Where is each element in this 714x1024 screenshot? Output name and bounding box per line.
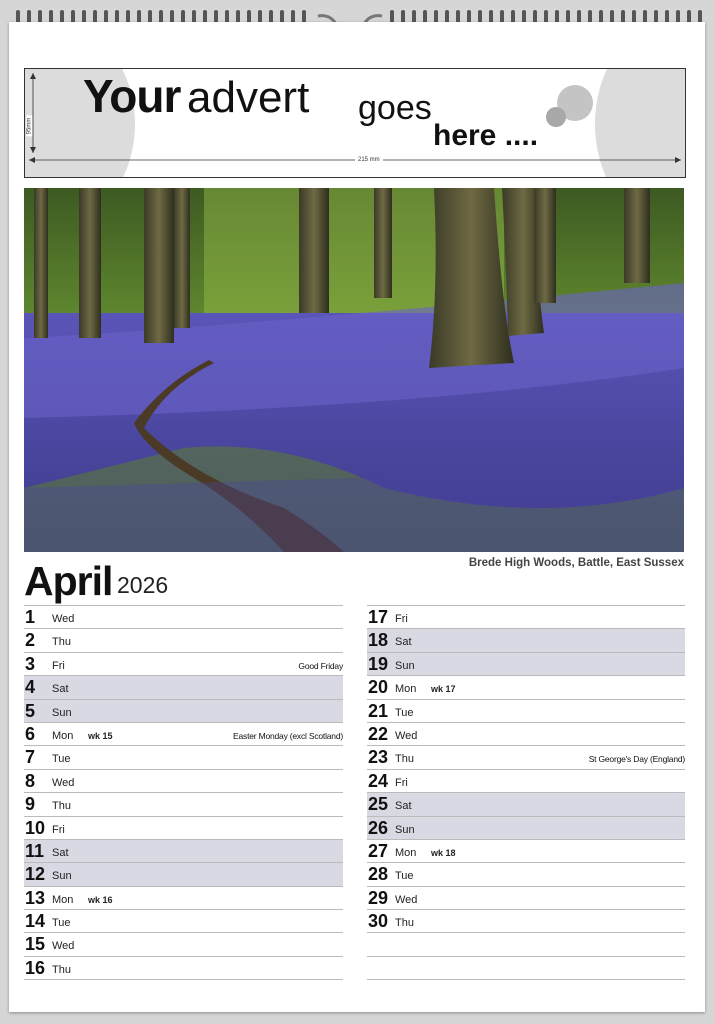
day-row	[367, 745, 685, 768]
day-column-right	[367, 605, 685, 980]
advert-word-here: here ....	[433, 119, 539, 152]
day-number: 21	[368, 700, 389, 721]
day-of-week: Sun	[52, 870, 72, 883]
day-of-week: Thu	[395, 917, 414, 930]
day-row	[24, 675, 343, 698]
day-row	[367, 956, 685, 979]
day-of-week: Sat	[395, 800, 412, 813]
day-row	[24, 605, 343, 628]
week-number: wk 16	[88, 894, 113, 905]
day-row	[367, 722, 685, 745]
advert-width-label: 215 mm	[355, 157, 383, 163]
day-row	[24, 956, 343, 979]
bluebell-woods-photo	[24, 188, 684, 552]
holiday-label: Good Friday	[298, 660, 343, 671]
day-number: 26	[368, 817, 389, 838]
day-number: 25	[368, 794, 389, 815]
week-number: wk 18	[431, 847, 456, 858]
day-of-week: Fri	[52, 823, 65, 836]
day-row	[24, 745, 343, 768]
day-of-week: Tue	[52, 753, 71, 766]
day-of-week: Mon	[52, 729, 74, 742]
day-row	[367, 769, 685, 792]
day-number: 22	[368, 723, 389, 744]
photo-caption: Brede High Woods, Battle, East Sussex	[468, 557, 684, 569]
week-number: wk 15	[88, 730, 113, 741]
day-number: 30	[368, 911, 389, 932]
day-of-week: Thu	[52, 963, 71, 976]
day-of-week: Tue	[52, 917, 71, 930]
day-number: 20	[368, 677, 389, 698]
day-number: 11	[25, 840, 45, 861]
day-number: 5	[25, 700, 36, 721]
day-of-week: Sat	[395, 636, 412, 649]
advert-word-your: Your	[83, 70, 181, 122]
column-bottom-rule	[24, 979, 343, 980]
day-of-week: Wed	[52, 940, 75, 953]
advert-word-advert: advert	[187, 73, 310, 122]
day-of-week: Mon	[395, 683, 417, 696]
day-row	[24, 722, 343, 745]
day-of-week: Thu	[395, 753, 414, 766]
day-row	[367, 886, 685, 909]
holiday-label: St George's Day (England)	[588, 754, 685, 765]
day-row	[24, 862, 343, 885]
day-of-week: Tue	[395, 870, 414, 883]
day-number: 8	[25, 770, 36, 791]
holiday-label: Easter Monday (excl Scotland)	[233, 730, 343, 741]
day-number: 18	[368, 630, 389, 651]
day-row	[24, 886, 343, 909]
day-row	[367, 699, 685, 722]
day-row	[24, 769, 343, 792]
year-label: 2026	[117, 572, 169, 598]
day-of-week: Thu	[52, 636, 71, 649]
day-row	[24, 699, 343, 722]
day-row	[367, 839, 685, 862]
day-of-week: Wed	[52, 613, 75, 625]
day-number: 19	[368, 653, 389, 674]
day-of-week: Sat	[52, 846, 69, 859]
day-of-week: Sun	[52, 706, 72, 719]
month-title: April	[24, 558, 113, 604]
day-number: 17	[368, 607, 389, 627]
day-number: 16	[25, 957, 46, 978]
day-number: 3	[25, 653, 36, 674]
day-number: 12	[25, 864, 46, 885]
day-number: 10	[25, 817, 46, 838]
day-of-week: Wed	[395, 729, 418, 742]
day-row	[24, 652, 343, 675]
advert-word-goes: goes	[358, 89, 432, 127]
day-row	[367, 862, 685, 885]
day-number: 6	[25, 723, 36, 744]
day-of-week: Mon	[395, 846, 417, 859]
day-column-left	[24, 605, 343, 980]
day-row	[367, 605, 685, 628]
day-of-week: Thu	[52, 800, 71, 813]
day-of-week: Sun	[395, 823, 415, 836]
day-row	[24, 932, 343, 955]
day-of-week: Mon	[52, 893, 74, 906]
day-number: 14	[25, 911, 46, 932]
day-of-week: Sun	[395, 659, 415, 672]
day-number: 9	[25, 794, 36, 815]
day-number: 29	[368, 887, 389, 908]
day-row	[24, 792, 343, 815]
day-row	[367, 932, 685, 955]
day-number: 2	[25, 630, 36, 651]
week-number: wk 17	[431, 684, 456, 695]
day-row	[367, 909, 685, 932]
day-number: 1	[25, 607, 36, 627]
day-row	[367, 675, 685, 698]
day-of-week: Fri	[52, 659, 65, 672]
day-number: 28	[368, 864, 389, 885]
day-of-week: Wed	[395, 893, 418, 906]
day-number: 7	[25, 747, 36, 768]
day-number: 23	[368, 747, 389, 768]
day-of-week: Fri	[395, 613, 408, 625]
day-of-week: Fri	[395, 776, 408, 789]
day-of-week: Wed	[52, 776, 75, 789]
day-row	[24, 909, 343, 932]
day-of-week: Tue	[395, 706, 414, 719]
day-number: 24	[368, 770, 389, 791]
advert-placeholder	[24, 68, 686, 178]
advert-height-label: 95mm	[26, 117, 33, 135]
column-bottom-rule	[367, 979, 685, 980]
day-of-week: Sat	[52, 683, 69, 696]
day-number: 13	[25, 887, 46, 908]
day-row	[24, 839, 343, 862]
day-row	[367, 792, 685, 815]
day-number: 27	[368, 840, 389, 861]
day-number: 4	[25, 677, 36, 698]
day-row	[367, 652, 685, 675]
day-row	[24, 816, 343, 839]
day-row	[367, 628, 685, 651]
day-row	[24, 628, 343, 651]
day-row	[367, 816, 685, 839]
day-number: 15	[25, 934, 46, 955]
